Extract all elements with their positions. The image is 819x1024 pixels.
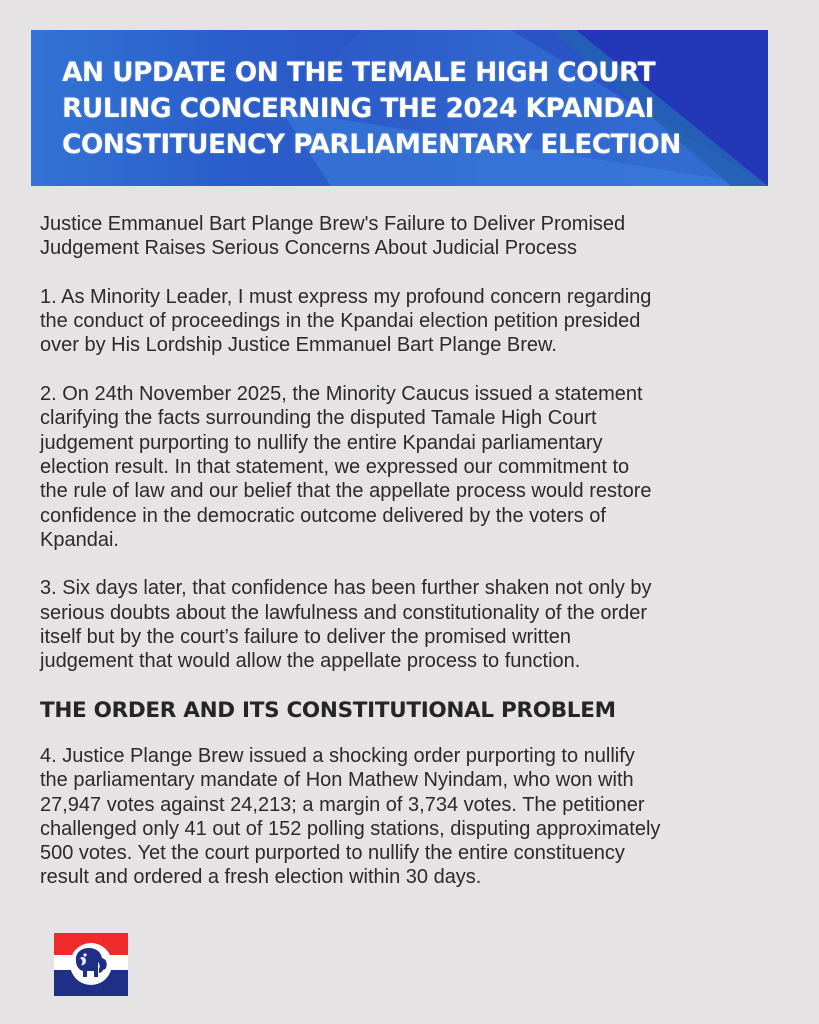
paragraph-2	[40, 382, 780, 552]
paragraph-3	[40, 576, 780, 673]
paragraph-line: 1. As Minority Leader, I must express my profound concern regarding	[40, 285, 652, 308]
paragraph-line: the rule of law and our belief that the appellate process would restore	[40, 480, 652, 503]
paragraph-line: 3. Six days later, that confidence has been further shaken not only by	[40, 577, 652, 600]
paragraph-line: result and ordered a fresh election within 30 days.	[40, 866, 482, 889]
section-heading: THE ORDER AND ITS CONSTITUTIONAL PROBLEM	[40, 697, 616, 723]
paragraph-line: the parliamentary mandate of Hon Mathew Nyindam, who won with	[40, 769, 634, 792]
paragraph-line: serious doubts about the lawfulness and constitutionality of the order	[40, 601, 648, 624]
paragraph-line: clarifying the facts surrounding the disputed Tamale High Court	[40, 407, 597, 430]
banner-title-line: AN UPDATE ON THE TEMALE HIGH COURT	[62, 57, 656, 88]
title-banner	[31, 30, 768, 186]
paragraph-line: over by His Lordship Justice Emmanuel Bart Plange Brew.	[40, 334, 557, 357]
paragraph-line: itself but by the court’s failure to deliver the promised written	[40, 626, 571, 649]
paragraph-line: challenged only 41 out of 152 polling stations, disputing approximately	[40, 817, 661, 840]
paragraph-line: 27,947 votes against 24,213; a margin of 3,734 votes. The petitioner	[40, 793, 645, 816]
subtitle	[40, 212, 780, 261]
paragraph-line: 4. Justice Plange Brew issued a shocking order purporting to nullify	[40, 744, 635, 767]
paragraph-1	[40, 285, 780, 358]
paragraph-4	[40, 744, 780, 890]
banner-title-line: RULING CONCERNING THE 2024 KPANDAI	[62, 93, 654, 124]
party-logo	[54, 933, 128, 996]
paragraph-line: 2. On 24th November 2025, the Minority Caucus issued a statement	[40, 383, 643, 406]
subtitle-line: Judgement Raises Serious Concerns About Judicial Process	[40, 237, 577, 260]
paragraph-line: judgement purporting to nullify the entire Kpandai parliamentary	[40, 431, 603, 454]
paragraph-line: judgement that would allow the appellate process to function.	[40, 650, 581, 673]
paragraph-line: election result. In that statement, we expressed our commitment to	[40, 455, 630, 478]
statement-body	[40, 212, 780, 914]
paragraph-line: Kpandai.	[40, 528, 119, 551]
subtitle-line: Justice Emmanuel Bart Plange Brew's Failure to Deliver Promised	[40, 213, 626, 235]
paragraph-line: the conduct of proceedings in the Kpandai election petition presided	[40, 310, 641, 333]
banner-title	[62, 55, 762, 163]
paragraph-line: confidence in the democratic outcome delivered by the voters of	[40, 504, 606, 527]
banner-title-line: CONSTITUENCY PARLIAMENTARY ELECTION	[62, 129, 681, 160]
paragraph-line: 500 votes. Yet the court purported to nullify the entire constituency	[40, 842, 625, 865]
npp-elephant-flag-icon	[54, 933, 128, 996]
